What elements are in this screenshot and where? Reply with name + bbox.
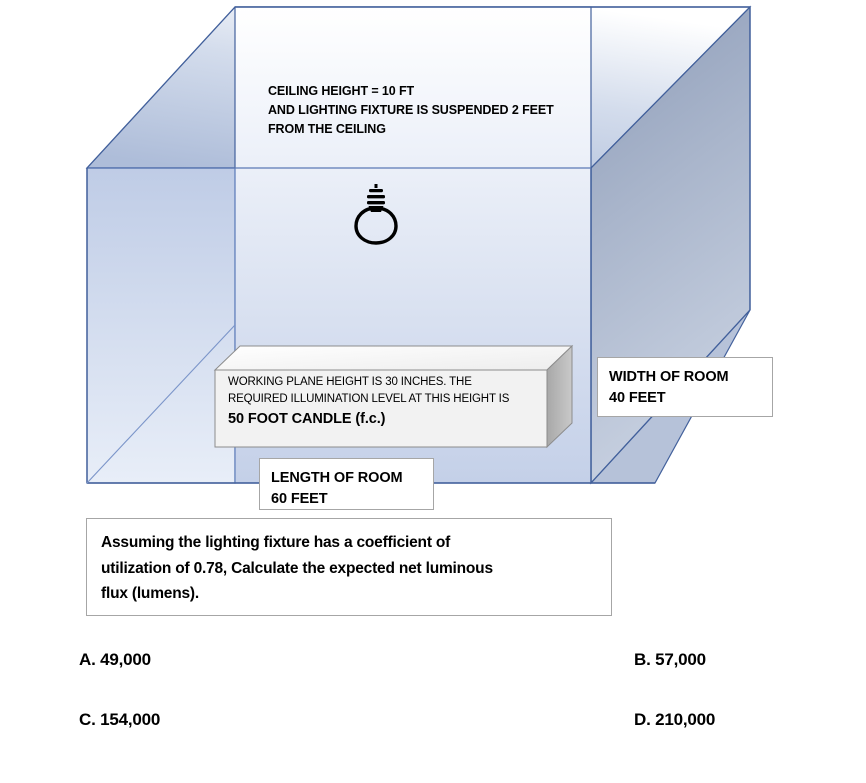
ceiling-height-note [268, 82, 598, 139]
ceiling-note-line-1: CEILING HEIGHT = 10 FT [268, 84, 415, 98]
callout-width-line-1: WIDTH OF ROOM [609, 369, 729, 385]
working-plane-note [228, 374, 548, 430]
ceiling-note-line-3: FROM THE CEILING [268, 122, 386, 136]
question-line-3: flux (lumens). [101, 585, 199, 602]
answer-option-b[interactable]: B. 57,000 [634, 650, 706, 669]
working-plane-top-face [215, 346, 572, 370]
callout-length-line-2: 60 FEET [271, 491, 328, 507]
callout-length-of-room [259, 458, 434, 510]
callout-width-of-room [597, 357, 773, 417]
ceiling-note-line-2: AND LIGHTING FIXTURE IS SUSPENDED 2 FEET [268, 103, 554, 117]
working-plane-line-1: WORKING PLANE HEIGHT IS 30 INCHES. THE [228, 376, 472, 388]
question-line-1: Assuming the lighting fixture has a coefficient of [101, 534, 451, 551]
room-left-wall [87, 168, 235, 483]
callout-width-line-2: 40 FEET [609, 390, 666, 406]
working-plane-line-2: REQUIRED ILLUMINATION LEVEL AT THIS HEIGHT IS [228, 393, 510, 405]
answer-option-c[interactable]: C. 154,000 [79, 710, 161, 729]
callout-length-line-1: LENGTH OF ROOM [271, 470, 403, 486]
question-prompt-box [86, 518, 612, 616]
answer-option-a[interactable]: A. 49,000 [79, 650, 151, 669]
question-line-2: utilization of 0.78, Calculate the expected net luminous [101, 559, 493, 577]
answer-option-d[interactable]: D. 210,000 [634, 710, 716, 729]
working-plane-line-3: 50 FOOT CANDLE (f.c.) [228, 411, 386, 427]
